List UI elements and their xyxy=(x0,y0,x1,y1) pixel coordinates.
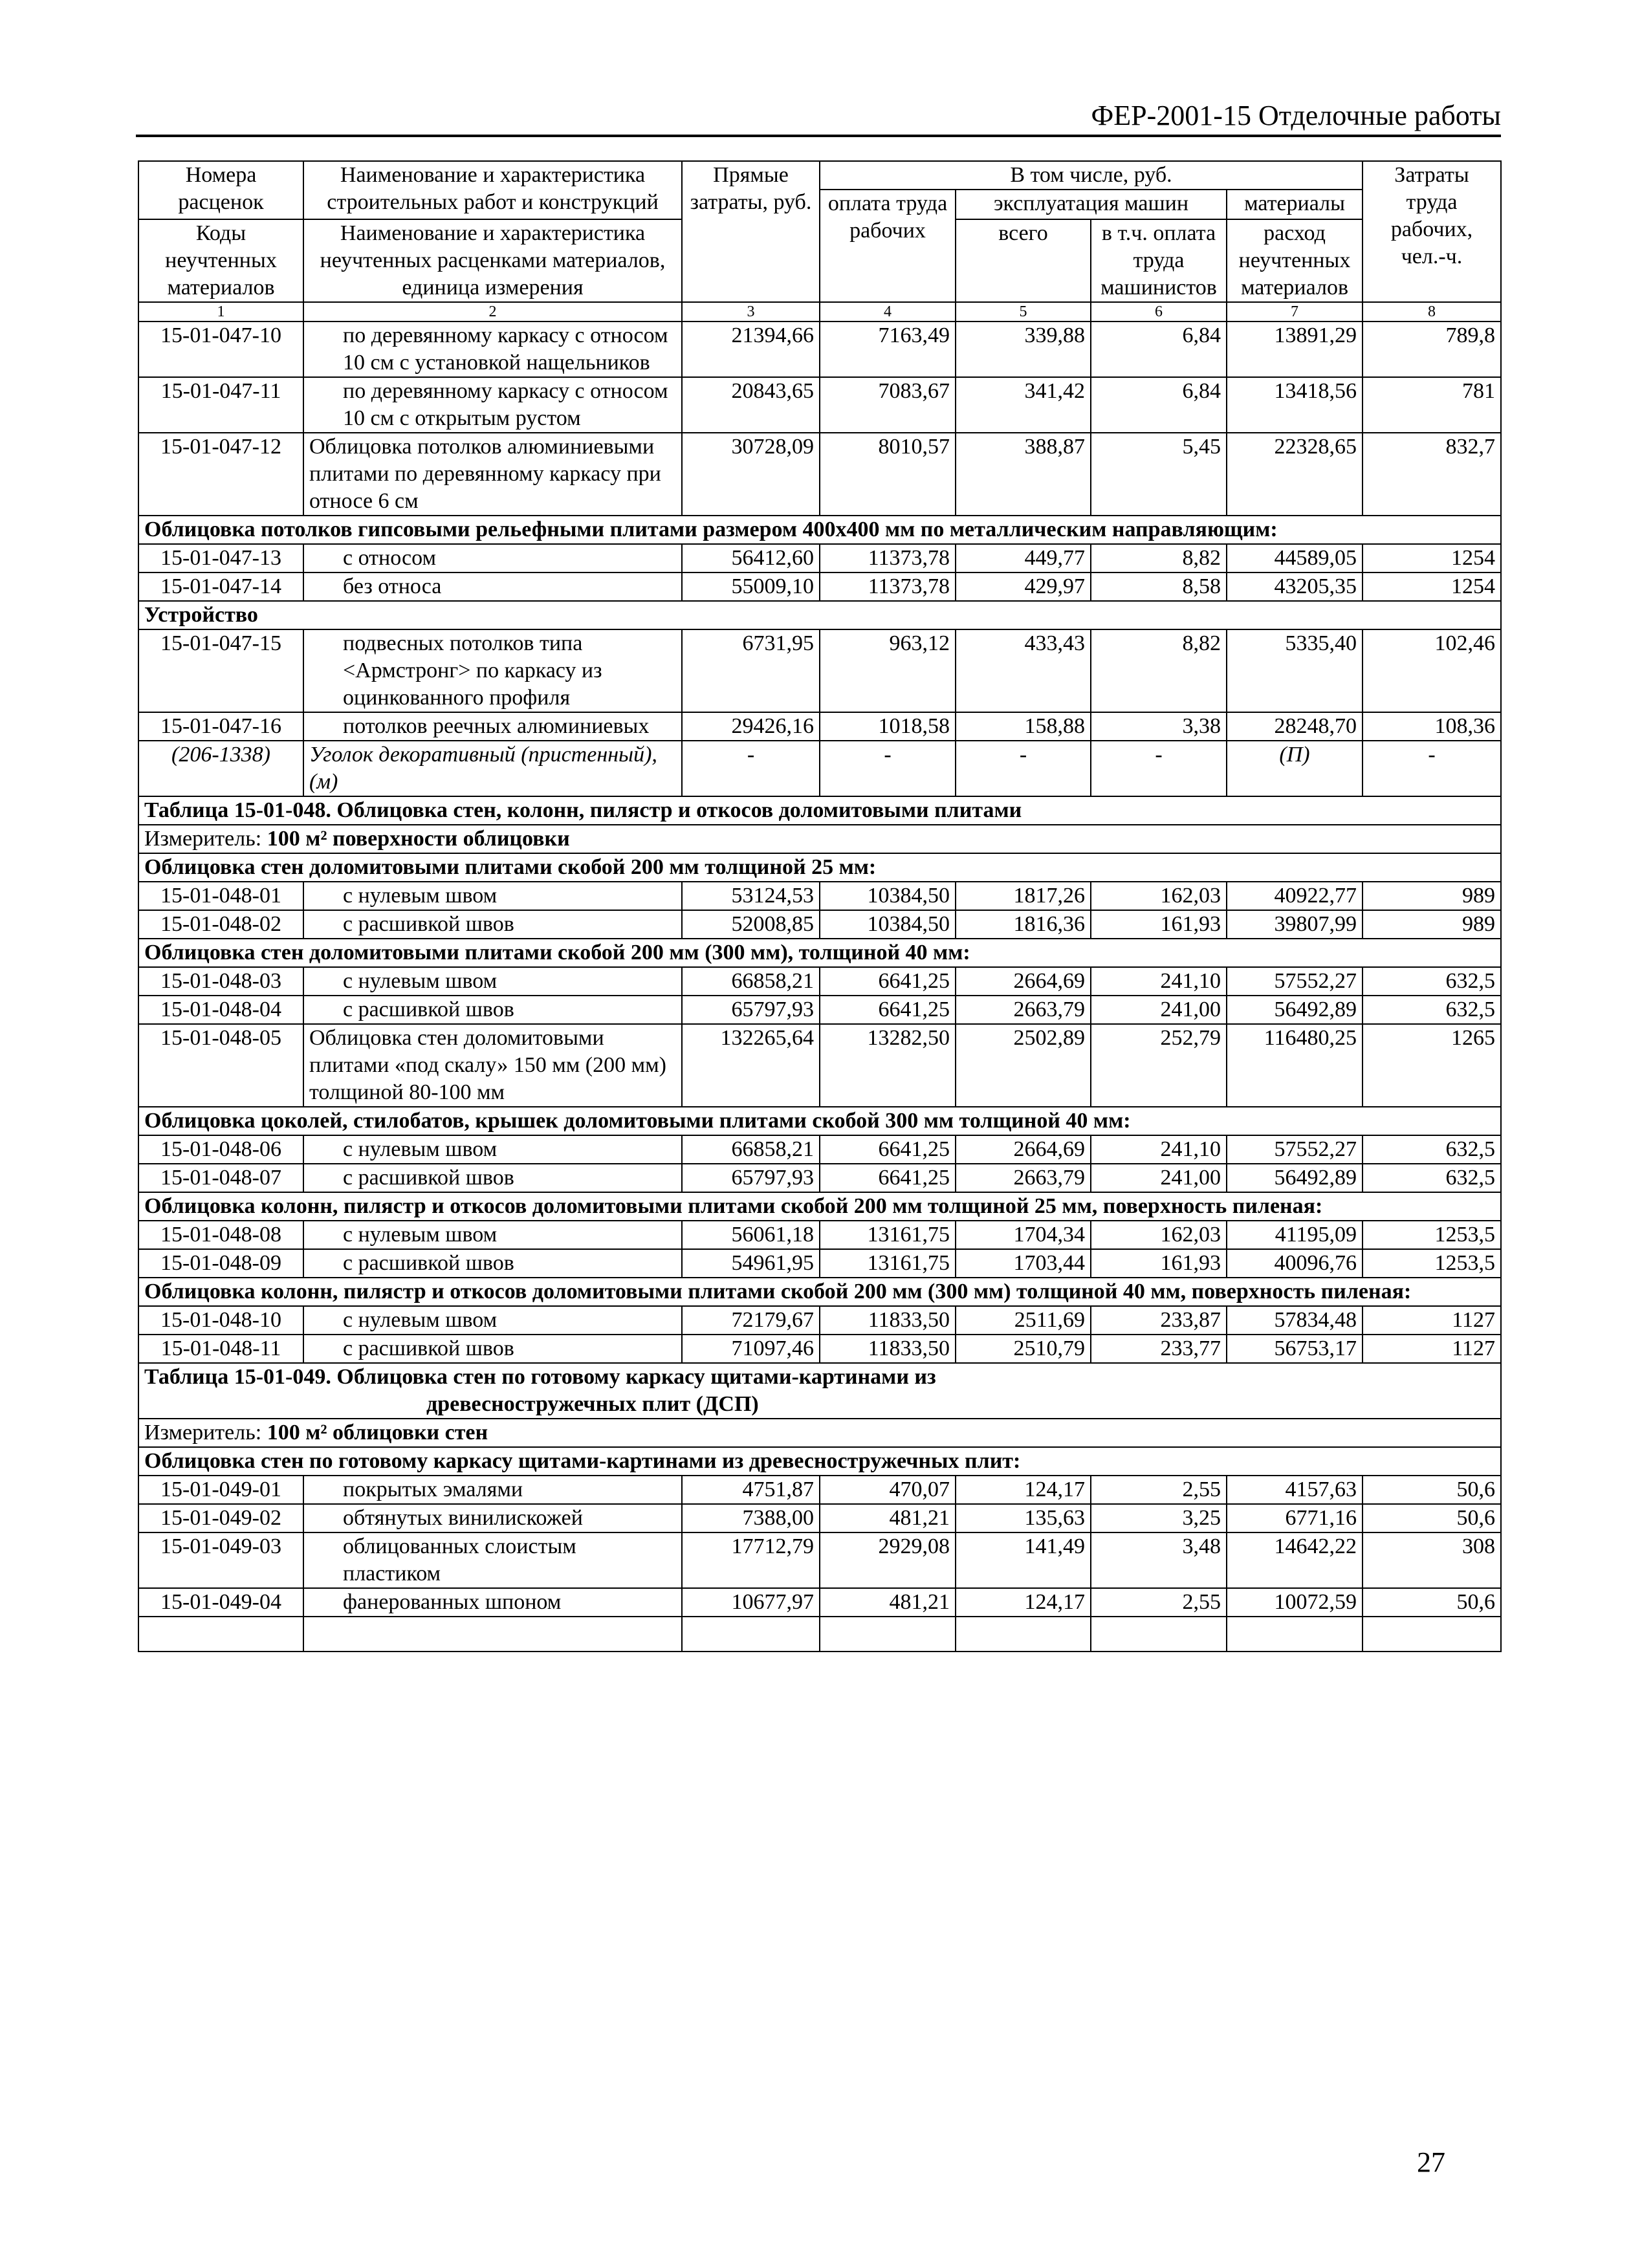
value-materials: 13891,29 xyxy=(1227,322,1363,377)
value-labor: 6641,25 xyxy=(820,996,956,1024)
value-direct: 56061,18 xyxy=(682,1221,820,1249)
value-machines: 1817,26 xyxy=(956,882,1091,910)
rate-code: 15-01-049-01 xyxy=(138,1476,303,1504)
empty-cell xyxy=(820,1617,956,1652)
value-labor: 13161,75 xyxy=(820,1249,956,1278)
rate-code: 15-01-047-13 xyxy=(138,544,303,572)
rate-row xyxy=(138,1249,1501,1278)
value-materials: 40922,77 xyxy=(1227,882,1363,910)
work-name: по деревянному каркасу с относом 10 см с открытым рустом xyxy=(303,377,682,433)
header-row xyxy=(138,161,1501,190)
value-machines: 449,77 xyxy=(956,544,1091,572)
column-numbers-row xyxy=(138,302,1501,322)
header-work-name: Наименование и характеристика строительных работ и конструкций xyxy=(303,161,682,219)
value-materials: 10072,59 xyxy=(1227,1588,1363,1617)
value-direct: 29426,16 xyxy=(682,712,820,741)
value-machines: 388,87 xyxy=(956,433,1091,516)
work-name: обтянутых винилискожей xyxy=(303,1504,682,1532)
header-labor-pay: оплата труда рабочих xyxy=(820,190,956,302)
section-heading: Облицовка стен доломитовыми плитами скобой 200 мм толщиной 25 мм: xyxy=(138,853,1501,882)
value-labor: 6641,25 xyxy=(820,967,956,996)
rate-row xyxy=(138,712,1501,741)
rate-code: 15-01-048-08 xyxy=(138,1221,303,1249)
value-machines: 339,88 xyxy=(956,322,1091,377)
value-labor: 481,21 xyxy=(820,1588,956,1617)
value-hours: 1254 xyxy=(1363,572,1501,601)
value-direct: 66858,21 xyxy=(682,1135,820,1164)
value-labor: 470,07 xyxy=(820,1476,956,1504)
section-row xyxy=(138,1447,1501,1476)
value-materials: 57834,48 xyxy=(1227,1306,1363,1335)
work-name: без относа xyxy=(303,572,682,601)
work-name: с нулевым швом xyxy=(303,1306,682,1335)
section-heading: Устройство xyxy=(138,601,1501,629)
column-number: 7 xyxy=(1227,302,1363,322)
rate-row xyxy=(138,322,1501,377)
value-machines: 124,17 xyxy=(956,1476,1091,1504)
rate-code: 15-01-048-04 xyxy=(138,996,303,1024)
value-operators: 162,03 xyxy=(1091,1221,1227,1249)
price-table-body xyxy=(138,161,1501,1652)
value-hours: 832,7 xyxy=(1363,433,1501,516)
value-machines: 1704,34 xyxy=(956,1221,1091,1249)
value-materials: 41195,09 xyxy=(1227,1221,1363,1249)
section-row xyxy=(138,939,1501,967)
rate-row xyxy=(138,544,1501,572)
value-machines: 135,63 xyxy=(956,1504,1091,1532)
value-operators: 161,93 xyxy=(1091,910,1227,939)
value-materials: 22328,65 xyxy=(1227,433,1363,516)
table-049-title-row xyxy=(138,1363,1501,1419)
rate-code: 15-01-047-10 xyxy=(138,322,303,377)
section-heading: Облицовка цоколей, стилобатов, крышек доломитовыми плитами скобой 300 мм толщиной 40 мм: xyxy=(138,1107,1501,1135)
header-rate-numbers: Номера расценок xyxy=(138,161,303,219)
work-name: по деревянному каркасу с относом 10 см с установкой нащельников xyxy=(303,322,682,377)
empty-cell xyxy=(138,1617,303,1652)
rate-code: 15-01-048-10 xyxy=(138,1306,303,1335)
rate-row xyxy=(138,1588,1501,1617)
work-name: с нулевым швом xyxy=(303,967,682,996)
value-machines: - xyxy=(956,741,1091,796)
rate-code: 15-01-048-11 xyxy=(138,1335,303,1363)
value-hours: 1253,5 xyxy=(1363,1249,1501,1278)
value-labor: 13161,75 xyxy=(820,1221,956,1249)
column-number: 8 xyxy=(1363,302,1501,322)
rate-row xyxy=(138,572,1501,601)
value-materials: 44589,05 xyxy=(1227,544,1363,572)
section-heading: Облицовка колонн, пилястр и откосов доломитовыми плитами скобой 200 мм (300 мм) толщиной 40 мм, поверхность пиленая: xyxy=(138,1278,1501,1306)
price-table xyxy=(138,160,1502,1652)
value-hours: 1265 xyxy=(1363,1024,1501,1107)
material-row xyxy=(138,741,1501,796)
value-hours: 108,36 xyxy=(1363,712,1501,741)
rate-code: 15-01-048-03 xyxy=(138,967,303,996)
value-direct: 66858,21 xyxy=(682,967,820,996)
value-materials: 4157,63 xyxy=(1227,1476,1363,1504)
value-operators: 8,58 xyxy=(1091,572,1227,601)
measure-row xyxy=(138,825,1501,853)
section-row xyxy=(138,1192,1501,1221)
rate-code: 15-01-048-01 xyxy=(138,882,303,910)
rate-code: 15-01-049-02 xyxy=(138,1504,303,1532)
value-machines: 2664,69 xyxy=(956,1135,1091,1164)
value-operators: 3,48 xyxy=(1091,1532,1227,1588)
value-hours: 50,6 xyxy=(1363,1504,1501,1532)
value-direct: 4751,87 xyxy=(682,1476,820,1504)
rate-code: 15-01-048-02 xyxy=(138,910,303,939)
section-heading: Облицовка стен по готовому каркасу щитами-картинами из древесностружечных плит: xyxy=(138,1447,1501,1476)
section-heading: Облицовка стен доломитовыми плитами скобой 200 мм (300 мм), толщиной 40 мм: xyxy=(138,939,1501,967)
value-operators: 233,77 xyxy=(1091,1335,1227,1363)
value-materials: 40096,76 xyxy=(1227,1249,1363,1278)
section-row xyxy=(138,516,1501,544)
table-title-text: Таблица 15-01-048. Облицовка стен, колонн, пилястр и откосов доломитовыми плитами xyxy=(144,798,1022,822)
rate-row xyxy=(138,377,1501,433)
table-title xyxy=(138,1363,1501,1419)
value-materials: 56492,89 xyxy=(1227,1164,1363,1192)
value-hours: 308 xyxy=(1363,1532,1501,1588)
work-name: потолков реечных алюминиевых xyxy=(303,712,682,741)
value-operators: 8,82 xyxy=(1091,544,1227,572)
measure-value: 100 м² поверхности облицовки xyxy=(267,827,570,851)
column-number: 3 xyxy=(682,302,820,322)
measure-line xyxy=(138,825,1501,853)
value-hours: 632,5 xyxy=(1363,1164,1501,1192)
value-labor: 11833,50 xyxy=(820,1335,956,1363)
table-title xyxy=(138,796,1501,825)
value-materials: 116480,25 xyxy=(1227,1024,1363,1107)
rate-row xyxy=(138,1306,1501,1335)
value-operators: 161,93 xyxy=(1091,1249,1227,1278)
rate-row xyxy=(138,1532,1501,1588)
value-operators: 241,00 xyxy=(1091,996,1227,1024)
value-labor: 10384,50 xyxy=(820,910,956,939)
column-number: 2 xyxy=(303,302,682,322)
work-name: с расшивкой швов xyxy=(303,1335,682,1363)
value-hours: 1127 xyxy=(1363,1335,1501,1363)
value-operators: 3,38 xyxy=(1091,712,1227,741)
value-machines: 141,49 xyxy=(956,1532,1091,1588)
rate-code: 15-01-048-05 xyxy=(138,1024,303,1107)
work-name: с расшивкой швов xyxy=(303,996,682,1024)
value-labor: 13282,50 xyxy=(820,1024,956,1107)
header-machines-total: всего xyxy=(956,219,1091,302)
rate-row xyxy=(138,882,1501,910)
table-title-text: Таблица 15-01-049. Облицовка стен по готовому каркасу щитами-картинами из xyxy=(144,1365,936,1389)
header-material-use: расход неучтенных материалов xyxy=(1227,219,1363,302)
section-row xyxy=(138,1278,1501,1306)
value-direct: 21394,66 xyxy=(682,322,820,377)
header-operator-pay: в т.ч. оплата труда машинистов xyxy=(1091,219,1227,302)
value-operators: 8,82 xyxy=(1091,629,1227,712)
value-hours: 1127 xyxy=(1363,1306,1501,1335)
rate-row xyxy=(138,1135,1501,1164)
value-labor: 11373,78 xyxy=(820,544,956,572)
work-name: фанерованных шпоном xyxy=(303,1588,682,1617)
rate-row xyxy=(138,433,1501,516)
value-operators: 5,45 xyxy=(1091,433,1227,516)
header-material-codes: Коды неучтенных материалов xyxy=(138,219,303,302)
column-number: 4 xyxy=(820,302,956,322)
value-materials: 28248,70 xyxy=(1227,712,1363,741)
rate-row xyxy=(138,629,1501,712)
value-hours: 989 xyxy=(1363,882,1501,910)
value-hours: 50,6 xyxy=(1363,1588,1501,1617)
value-direct: 17712,79 xyxy=(682,1532,820,1588)
measure-label: Измеритель: xyxy=(144,1421,262,1445)
value-direct: 71097,46 xyxy=(682,1335,820,1363)
work-name: с расшивкой швов xyxy=(303,910,682,939)
value-machines: 2664,69 xyxy=(956,967,1091,996)
value-materials: 43205,35 xyxy=(1227,572,1363,601)
value-direct: 65797,93 xyxy=(682,1164,820,1192)
work-name: Уголок декоративный (пристенный), (м) xyxy=(303,741,682,796)
empty-cell xyxy=(682,1617,820,1652)
value-labor: 7083,67 xyxy=(820,377,956,433)
section-row xyxy=(138,601,1501,629)
value-materials: 57552,27 xyxy=(1227,967,1363,996)
value-direct: 20843,65 xyxy=(682,377,820,433)
value-hours: 1254 xyxy=(1363,544,1501,572)
value-machines: 2663,79 xyxy=(956,996,1091,1024)
value-machines: 2511,69 xyxy=(956,1306,1091,1335)
rate-code: 15-01-047-14 xyxy=(138,572,303,601)
value-materials: 56492,89 xyxy=(1227,996,1363,1024)
work-name: с расшивкой швов xyxy=(303,1249,682,1278)
value-hours: 632,5 xyxy=(1363,996,1501,1024)
value-operators: 6,84 xyxy=(1091,377,1227,433)
value-operators: 6,84 xyxy=(1091,322,1227,377)
value-direct: 56412,60 xyxy=(682,544,820,572)
work-name: с расшивкой швов xyxy=(303,1164,682,1192)
value-direct: 6731,95 xyxy=(682,629,820,712)
column-number: 6 xyxy=(1091,302,1227,322)
rate-row xyxy=(138,1221,1501,1249)
value-hours: 789,8 xyxy=(1363,322,1501,377)
measure-line xyxy=(138,1419,1501,1447)
value-direct: 55009,10 xyxy=(682,572,820,601)
value-machines: 124,17 xyxy=(956,1588,1091,1617)
header-materials: материалы xyxy=(1227,190,1363,219)
work-name: с нулевым швом xyxy=(303,1135,682,1164)
value-direct: 53124,53 xyxy=(682,882,820,910)
value-hours: 989 xyxy=(1363,910,1501,939)
column-number: 5 xyxy=(956,302,1091,322)
value-materials: 39807,99 xyxy=(1227,910,1363,939)
table-048-title-row xyxy=(138,796,1501,825)
work-name: Облицовка потолков алюминиевыми плитами по деревянному каркасу при относе 6 см xyxy=(303,433,682,516)
work-name: с нулевым швом xyxy=(303,882,682,910)
value-operators: 2,55 xyxy=(1091,1588,1227,1617)
table-title-text-line2: древесностружечных плит (ДСП) xyxy=(426,1392,759,1416)
empty-cell xyxy=(1091,1617,1227,1652)
value-labor: 963,12 xyxy=(820,629,956,712)
value-direct: 10677,97 xyxy=(682,1588,820,1617)
running-header: ФЕР-2001-15 Отделочные работы xyxy=(136,97,1501,137)
empty-cell xyxy=(303,1617,682,1652)
work-name: облицованных слоистым пластиком xyxy=(303,1532,682,1588)
value-direct: 72179,67 xyxy=(682,1306,820,1335)
value-labor: 481,21 xyxy=(820,1504,956,1532)
value-operators: 252,79 xyxy=(1091,1024,1227,1107)
value-hours: 102,46 xyxy=(1363,629,1501,712)
value-materials: (П) xyxy=(1227,741,1363,796)
rate-code: (206-1338) xyxy=(138,741,303,796)
value-labor: 6641,25 xyxy=(820,1164,956,1192)
table-bottom-row xyxy=(138,1617,1501,1652)
header-machines: эксплуатация машин xyxy=(956,190,1227,219)
rate-code: 15-01-048-07 xyxy=(138,1164,303,1192)
rate-row xyxy=(138,1504,1501,1532)
value-direct: 54961,95 xyxy=(682,1249,820,1278)
empty-cell xyxy=(956,1617,1091,1652)
header-direct-costs: Прямые затраты, руб. xyxy=(682,161,820,302)
value-operators: 2,55 xyxy=(1091,1476,1227,1504)
value-operators: 162,03 xyxy=(1091,882,1227,910)
value-materials: 14642,22 xyxy=(1227,1532,1363,1588)
value-materials: 56753,17 xyxy=(1227,1335,1363,1363)
measure-label: Измеритель: xyxy=(144,827,262,851)
value-machines: 1816,36 xyxy=(956,910,1091,939)
header-including: В том числе, руб. xyxy=(820,161,1363,190)
section-row xyxy=(138,1107,1501,1135)
rate-code: 15-01-049-03 xyxy=(138,1532,303,1588)
value-machines: 2510,79 xyxy=(956,1335,1091,1363)
header-material-name: Наименование и характеристика неучтенных расценками материалов, единица измерения xyxy=(303,219,682,302)
rate-row xyxy=(138,1335,1501,1363)
value-labor: 2929,08 xyxy=(820,1532,956,1588)
work-name: с нулевым швом xyxy=(303,1221,682,1249)
header-labor-hours: Затраты труда рабочих, чел.-ч. xyxy=(1363,161,1501,302)
rate-row xyxy=(138,910,1501,939)
value-labor: 7163,49 xyxy=(820,322,956,377)
value-hours: 781 xyxy=(1363,377,1501,433)
value-operators: 241,00 xyxy=(1091,1164,1227,1192)
empty-cell xyxy=(1227,1617,1363,1652)
value-hours: - xyxy=(1363,741,1501,796)
value-labor: 6641,25 xyxy=(820,1135,956,1164)
value-operators: 241,10 xyxy=(1091,967,1227,996)
value-labor: 1018,58 xyxy=(820,712,956,741)
value-labor: 11833,50 xyxy=(820,1306,956,1335)
value-direct: 65797,93 xyxy=(682,996,820,1024)
rate-code: 15-01-049-04 xyxy=(138,1588,303,1617)
rate-code: 15-01-048-06 xyxy=(138,1135,303,1164)
value-direct: 30728,09 xyxy=(682,433,820,516)
work-name: с относом xyxy=(303,544,682,572)
rate-code: 15-01-048-09 xyxy=(138,1249,303,1278)
section-row xyxy=(138,853,1501,882)
value-machines: 433,43 xyxy=(956,629,1091,712)
page-number: 27 xyxy=(1417,2146,1445,2178)
rate-code: 15-01-047-11 xyxy=(138,377,303,433)
value-hours: 50,6 xyxy=(1363,1476,1501,1504)
value-hours: 1253,5 xyxy=(1363,1221,1501,1249)
value-direct: 7388,00 xyxy=(682,1504,820,1532)
rate-row xyxy=(138,996,1501,1024)
rate-row xyxy=(138,1164,1501,1192)
value-machines: 2663,79 xyxy=(956,1164,1091,1192)
value-machines: 1703,44 xyxy=(956,1249,1091,1278)
rate-row xyxy=(138,967,1501,996)
value-direct: - xyxy=(682,741,820,796)
value-machines: 2502,89 xyxy=(956,1024,1091,1107)
section-heading: Облицовка колонн, пилястр и откосов доломитовыми плитами скобой 200 мм толщиной 25 мм, поверхность пиленая: xyxy=(138,1192,1501,1221)
value-direct: 132265,64 xyxy=(682,1024,820,1107)
value-hours: 632,5 xyxy=(1363,967,1501,996)
measure-value: 100 м² облицовки стен xyxy=(267,1421,488,1445)
value-direct: 52008,85 xyxy=(682,910,820,939)
value-materials: 5335,40 xyxy=(1227,629,1363,712)
value-operators: 3,25 xyxy=(1091,1504,1227,1532)
value-labor: - xyxy=(820,741,956,796)
work-name: Облицовка стен доломитовыми плитами «под скалу» 150 мм (200 мм) толщиной 80-100 мм xyxy=(303,1024,682,1107)
rate-code: 15-01-047-16 xyxy=(138,712,303,741)
value-hours: 632,5 xyxy=(1363,1135,1501,1164)
measure-row xyxy=(138,1419,1501,1447)
value-machines: 158,88 xyxy=(956,712,1091,741)
rate-code: 15-01-047-12 xyxy=(138,433,303,516)
rate-row xyxy=(138,1476,1501,1504)
work-name: подвесных потолков типа <Армстронг> по каркасу из оцинкованного профиля xyxy=(303,629,682,712)
value-machines: 429,97 xyxy=(956,572,1091,601)
value-labor: 10384,50 xyxy=(820,882,956,910)
value-materials: 6771,16 xyxy=(1227,1504,1363,1532)
rate-code: 15-01-047-15 xyxy=(138,629,303,712)
work-name: покрытых эмалями xyxy=(303,1476,682,1504)
value-materials: 13418,56 xyxy=(1227,377,1363,433)
column-number: 1 xyxy=(138,302,303,322)
rate-row xyxy=(138,1024,1501,1107)
empty-cell xyxy=(1363,1617,1501,1652)
value-labor: 8010,57 xyxy=(820,433,956,516)
value-machines: 341,42 xyxy=(956,377,1091,433)
value-operators: 241,10 xyxy=(1091,1135,1227,1164)
value-labor: 11373,78 xyxy=(820,572,956,601)
value-operators: - xyxy=(1091,741,1227,796)
value-operators: 233,87 xyxy=(1091,1306,1227,1335)
section-heading: Облицовка потолков гипсовыми рельефными плитами размером 400х400 мм по металлическим направляющим: xyxy=(138,516,1501,544)
value-materials: 57552,27 xyxy=(1227,1135,1363,1164)
